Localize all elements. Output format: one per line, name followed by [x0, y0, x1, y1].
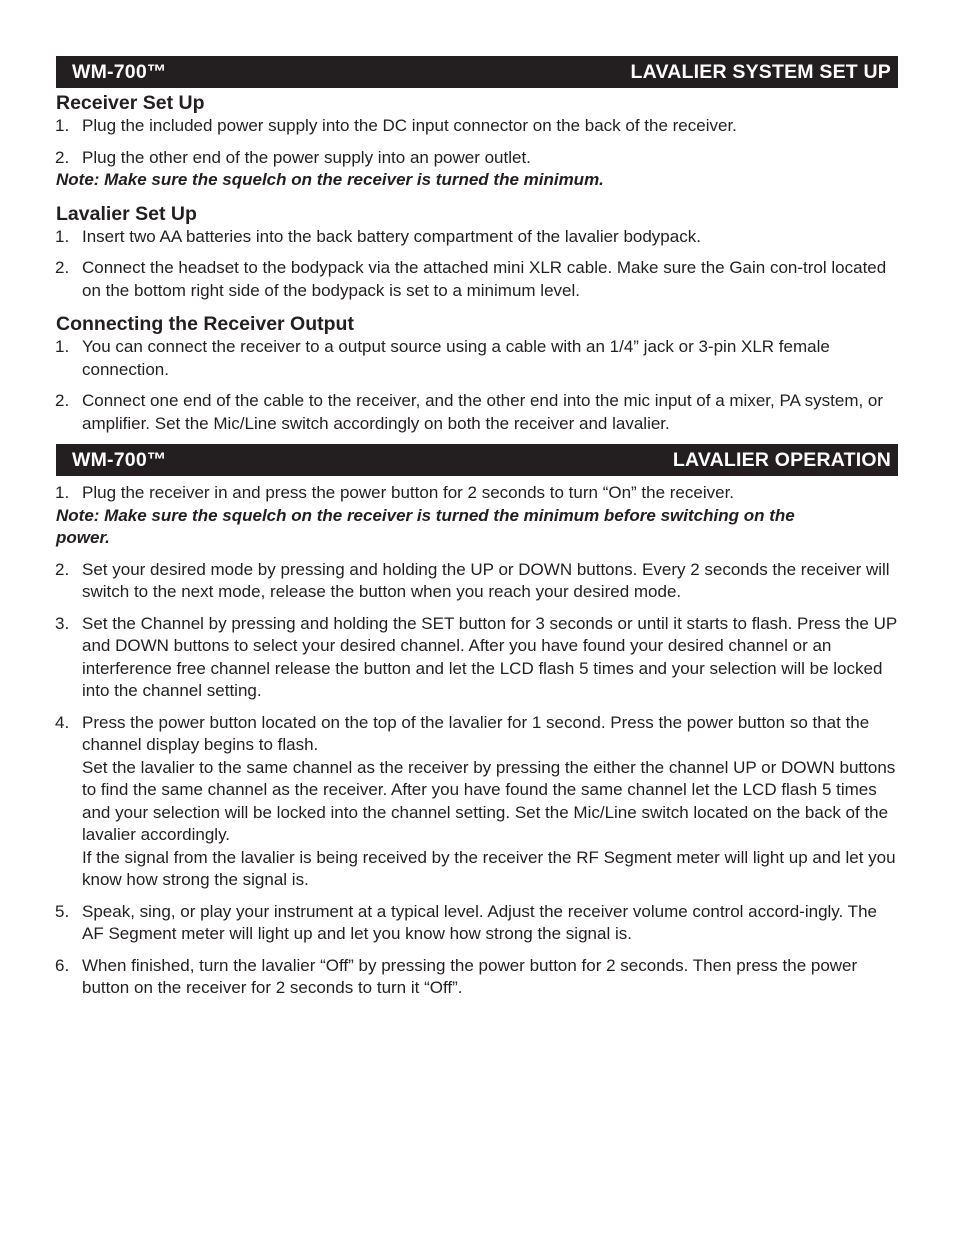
step-number: 1. — [55, 226, 70, 246]
step-number: 1. — [55, 116, 70, 135]
list-item — [56, 613, 898, 703]
step-number: 2. — [55, 258, 70, 277]
list-item — [56, 712, 898, 892]
heading-lavalier-setup: Lavalier Set Up — [56, 202, 197, 225]
step-number: 3. — [55, 613, 70, 633]
step-number: 4. — [55, 712, 70, 732]
section-title: LAVALIER SYSTEM SET UP — [630, 60, 891, 83]
output-steps — [56, 336, 898, 435]
step-number: 2. — [55, 391, 70, 410]
step-number: 1. — [55, 337, 70, 356]
step-number: 1. — [55, 483, 70, 502]
step-text: Insert two AA batteries into the back battery compartment of the lavalier bodypack. — [82, 226, 701, 246]
model-label: WM-700™ — [72, 449, 167, 471]
lavalier-steps — [56, 226, 898, 303]
section-title: LAVALIER OPERATION — [672, 448, 891, 471]
list-item — [56, 482, 898, 505]
step-text: Plug the other end of the power supply into an power outlet. — [82, 147, 531, 167]
step-text: Plug the receiver in and press the power button for 2 seconds to turn “On” the receiver. — [82, 483, 735, 502]
step-text: Set your desired mode by pressing and holding the UP or DOWN buttons. Every 2 seconds the receiver will switch to the next mode, release the button when you reach your desired mode. — [82, 559, 890, 601]
step-text: Speak, sing, or play your instrument at a typical level. Adjust the receiver volume control accord-ingly. The AF Segment meter will light up and let you know how strong the signal is. — [82, 901, 877, 943]
list-item — [56, 115, 898, 138]
step-number: 5. — [55, 901, 70, 921]
section-header-operation — [56, 444, 898, 476]
list-item — [56, 147, 898, 170]
step-text — [82, 712, 898, 892]
list-item — [56, 901, 898, 946]
step-text: Connect one end of the cable to the receiver, and the other end into the mic input of a mixer, PA system, or amplifier. Set the Mic/Line switch accordingly on both the receiver and lavalier. — [82, 391, 884, 433]
step-text: You can connect the receiver to a output source using a cable with an 1/4” jack or 3-pin XLR female connection. — [82, 337, 830, 379]
step-text: Set the Channel by pressing and holding the SET button for 3 seconds or until it starts to flash. Press the UP and DOWN buttons to select your desired channel. After you have found your desired channel or an interference free channel release the button and let the LCD flash 5 times and your selection will be locked into the channel setting. — [82, 613, 897, 700]
receiver-steps — [56, 115, 898, 169]
list-item — [56, 226, 898, 249]
step-paragraph: If the signal from the lavalier is being received by the receiver the RF Segment meter will light up and let you know how strong the signal is. — [82, 847, 896, 889]
step-number: 2. — [55, 559, 70, 579]
step-paragraph: Set the lavalier to the same channel as the receiver by pressing the either the channel UP or DOWN buttons to find the same channel as the receiver. After you have found the same channel let the LCD flash 5 times and your selection will be locked into the channel setting. Set the Mic/Line switch located on the back of the lavalier accordingly. — [82, 757, 896, 844]
step-paragraph: Press the power button located on the top of the lavalier for 1 second. Press the power button so that the channel display begins to flash. — [82, 712, 870, 754]
step-text: Connect the headset to the bodypack via the attached mini XLR cable. Make sure the Gain con-trol located on the bottom right side of the bodypack is set to a minimum level. — [82, 258, 887, 300]
step-text: Plug the included power supply into the DC input connector on the back of the receiver. — [82, 116, 737, 135]
section-header-system-setup — [56, 56, 898, 88]
list-item — [56, 559, 898, 604]
step-number: 6. — [55, 955, 70, 975]
note-squelch: Note: Make sure the squelch on the receiver is turned the minimum. — [56, 170, 604, 189]
heading-receiver-setup: Receiver Set Up — [56, 92, 205, 114]
operation-steps — [56, 482, 898, 1000]
manual-page — [56, 56, 898, 1000]
step-text: When finished, turn the lavalier “Off” by pressing the power button for 2 seconds. Then press the power button on the receiver for 2 seconds to turn it “Off”. — [82, 955, 858, 997]
step-number: 2. — [55, 147, 70, 167]
list-item — [56, 336, 898, 381]
heading-receiver-output: Connecting the Receiver Output — [56, 313, 354, 335]
list-item — [56, 955, 898, 1000]
list-item — [56, 257, 898, 302]
model-label: WM-700™ — [72, 61, 167, 83]
list-item — [56, 390, 898, 435]
note-squelch-power: Note: Make sure the squelch on the receiver is turned the minimum before switching on the power. — [56, 505, 795, 547]
